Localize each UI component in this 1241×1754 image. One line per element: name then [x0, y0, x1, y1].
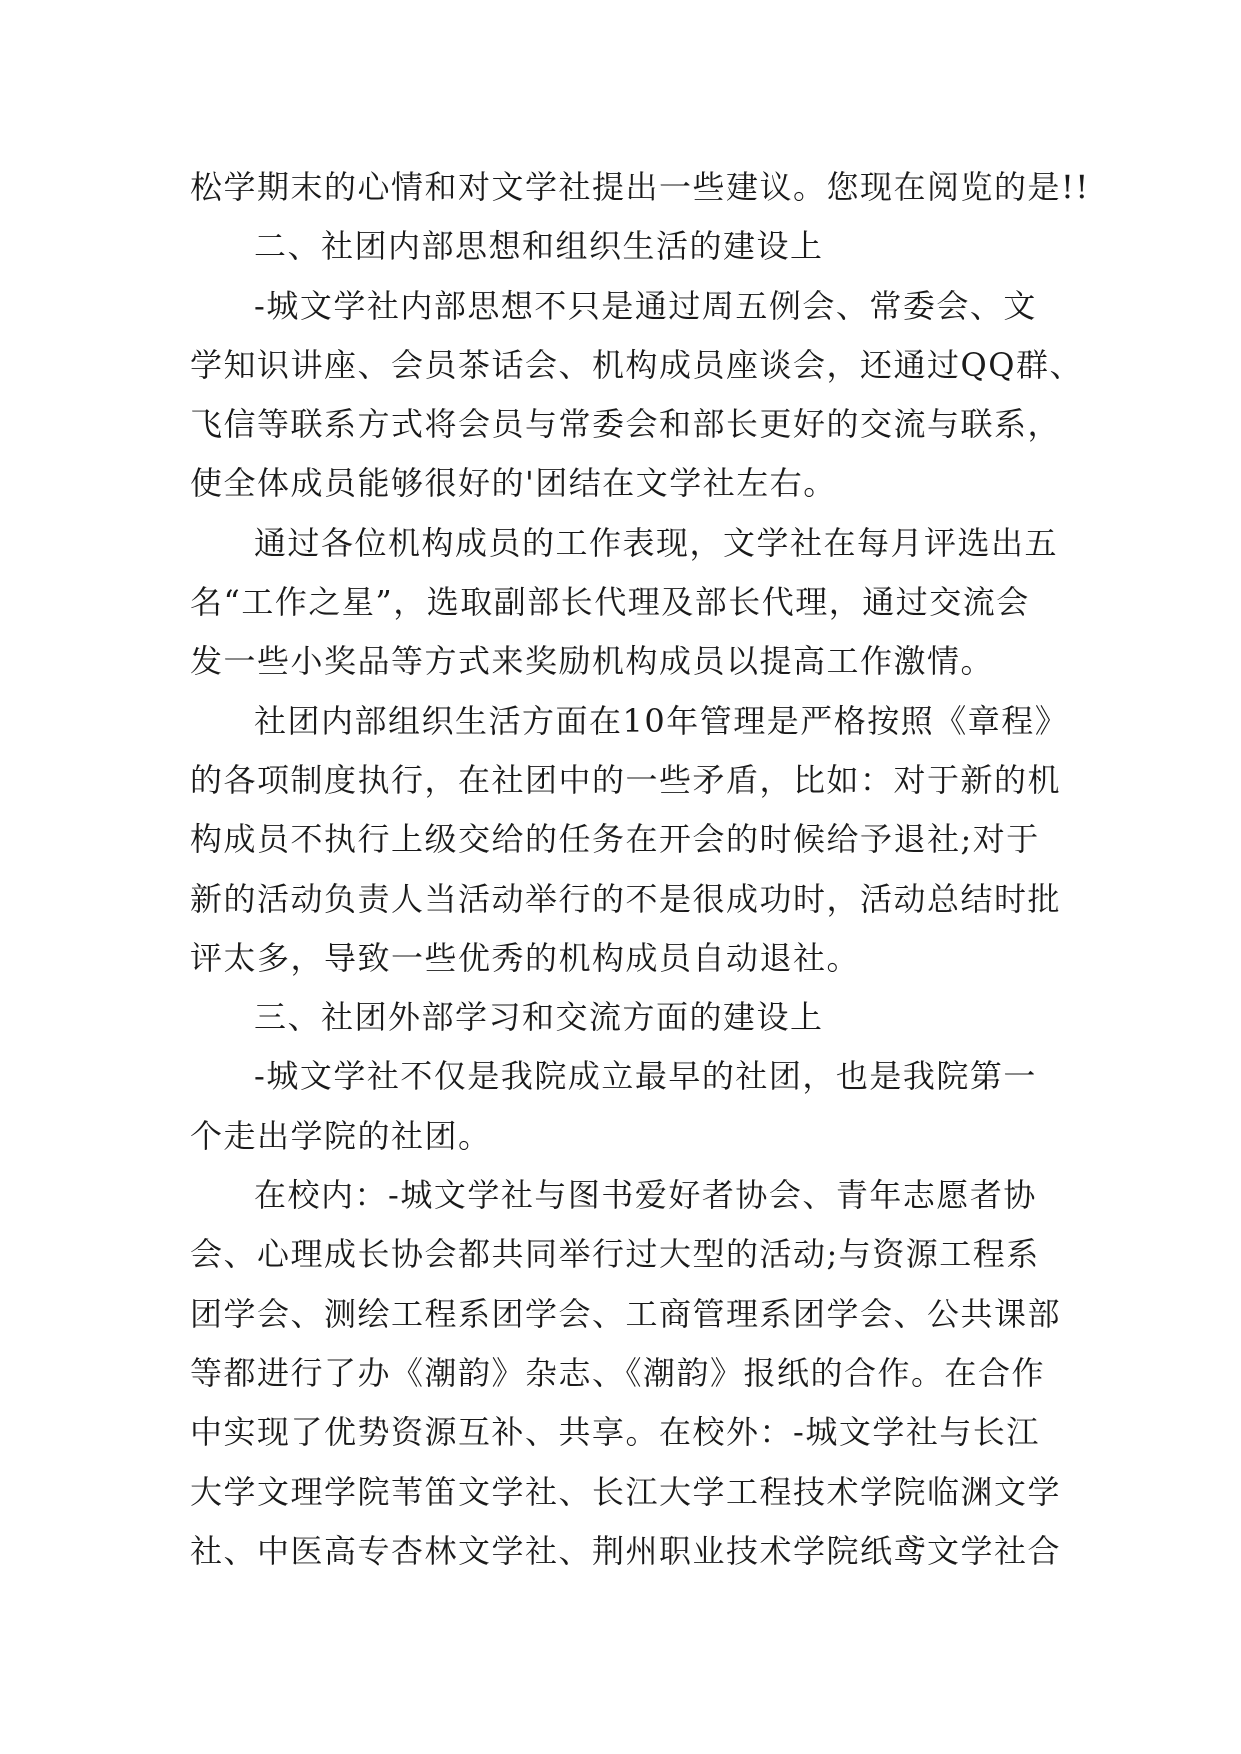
- text-line: 学知识讲座、会员茶话会、机构成员座谈会，还通过QQ群、: [190, 345, 1083, 384]
- text-line: 评太多，导致一些优秀的机构成员自动退社。: [190, 938, 861, 977]
- text-line: 等都进行了办《潮韵》杂志、《潮韵》报纸的合作。在合作: [190, 1353, 1046, 1392]
- text-line: 在校内：-城文学社与图书爱好者协会、青年志愿者协: [254, 1176, 1037, 1215]
- text-line: 发一些小奖品等方式来奖励机构成员以提高工作激情。: [190, 642, 995, 681]
- text-line: 通过各位机构成员的工作表现，文学社在每月评选出五: [254, 523, 1059, 562]
- text-line: 新的活动负责人当活动举行的不是很成功时，活动总结时批: [190, 879, 1062, 918]
- text-line: -城文学社不仅是我院成立最早的社团，也是我院第一: [254, 1057, 1037, 1096]
- text-line: 团学会、测绘工程系团学会、工商管理系团学会、公共课部: [190, 1294, 1062, 1333]
- text-line: 个走出学院的社团。: [190, 1116, 492, 1155]
- text-line: -城文学社内部思想不只是通过周五例会、常委会、文: [254, 286, 1037, 325]
- text-line: 社团内部组织生活方面在10年管理是严格按照《章程》: [254, 701, 1069, 740]
- text-line: 社、中医高专杏林文学社、荆州职业技术学院纸鸢文学社合: [190, 1531, 1062, 1570]
- text-line: 二、社团内部思想和组织生活的建设上: [254, 227, 824, 266]
- text-line: 中实现了优势资源互补、共享。在校外：-城文学社与长江: [190, 1413, 1040, 1452]
- text-line: 飞信等联系方式将会员与常委会和部长更好的交流与联系，: [190, 405, 1062, 444]
- text-line: 会、心理成长协会都共同举行过大型的活动;与资源工程系: [190, 1235, 1040, 1274]
- text-line: 的各项制度执行，在社团中的一些矛盾，比如：对于新的机: [190, 760, 1062, 799]
- document-body: [190, 158, 1090, 1581]
- text-line: 松学期末的心情和对文学社提出一些建议。您现在阅览的是!!: [190, 168, 1090, 206]
- text-line: 使全体成员能够很好的'团结在文学社左右。: [190, 464, 837, 503]
- text-line: 构成员不执行上级交给的任务在开会的时候给予退社;对于: [190, 820, 1040, 859]
- text-line: 名“工作之星”，选取副部长代理及部长代理，通过交流会: [190, 583, 1030, 622]
- text-line: 大学文理学院苇笛文学社、长江大学工程技术学院临渊文学: [190, 1472, 1062, 1511]
- text-line: 三、社团外部学习和交流方面的建设上: [254, 998, 824, 1037]
